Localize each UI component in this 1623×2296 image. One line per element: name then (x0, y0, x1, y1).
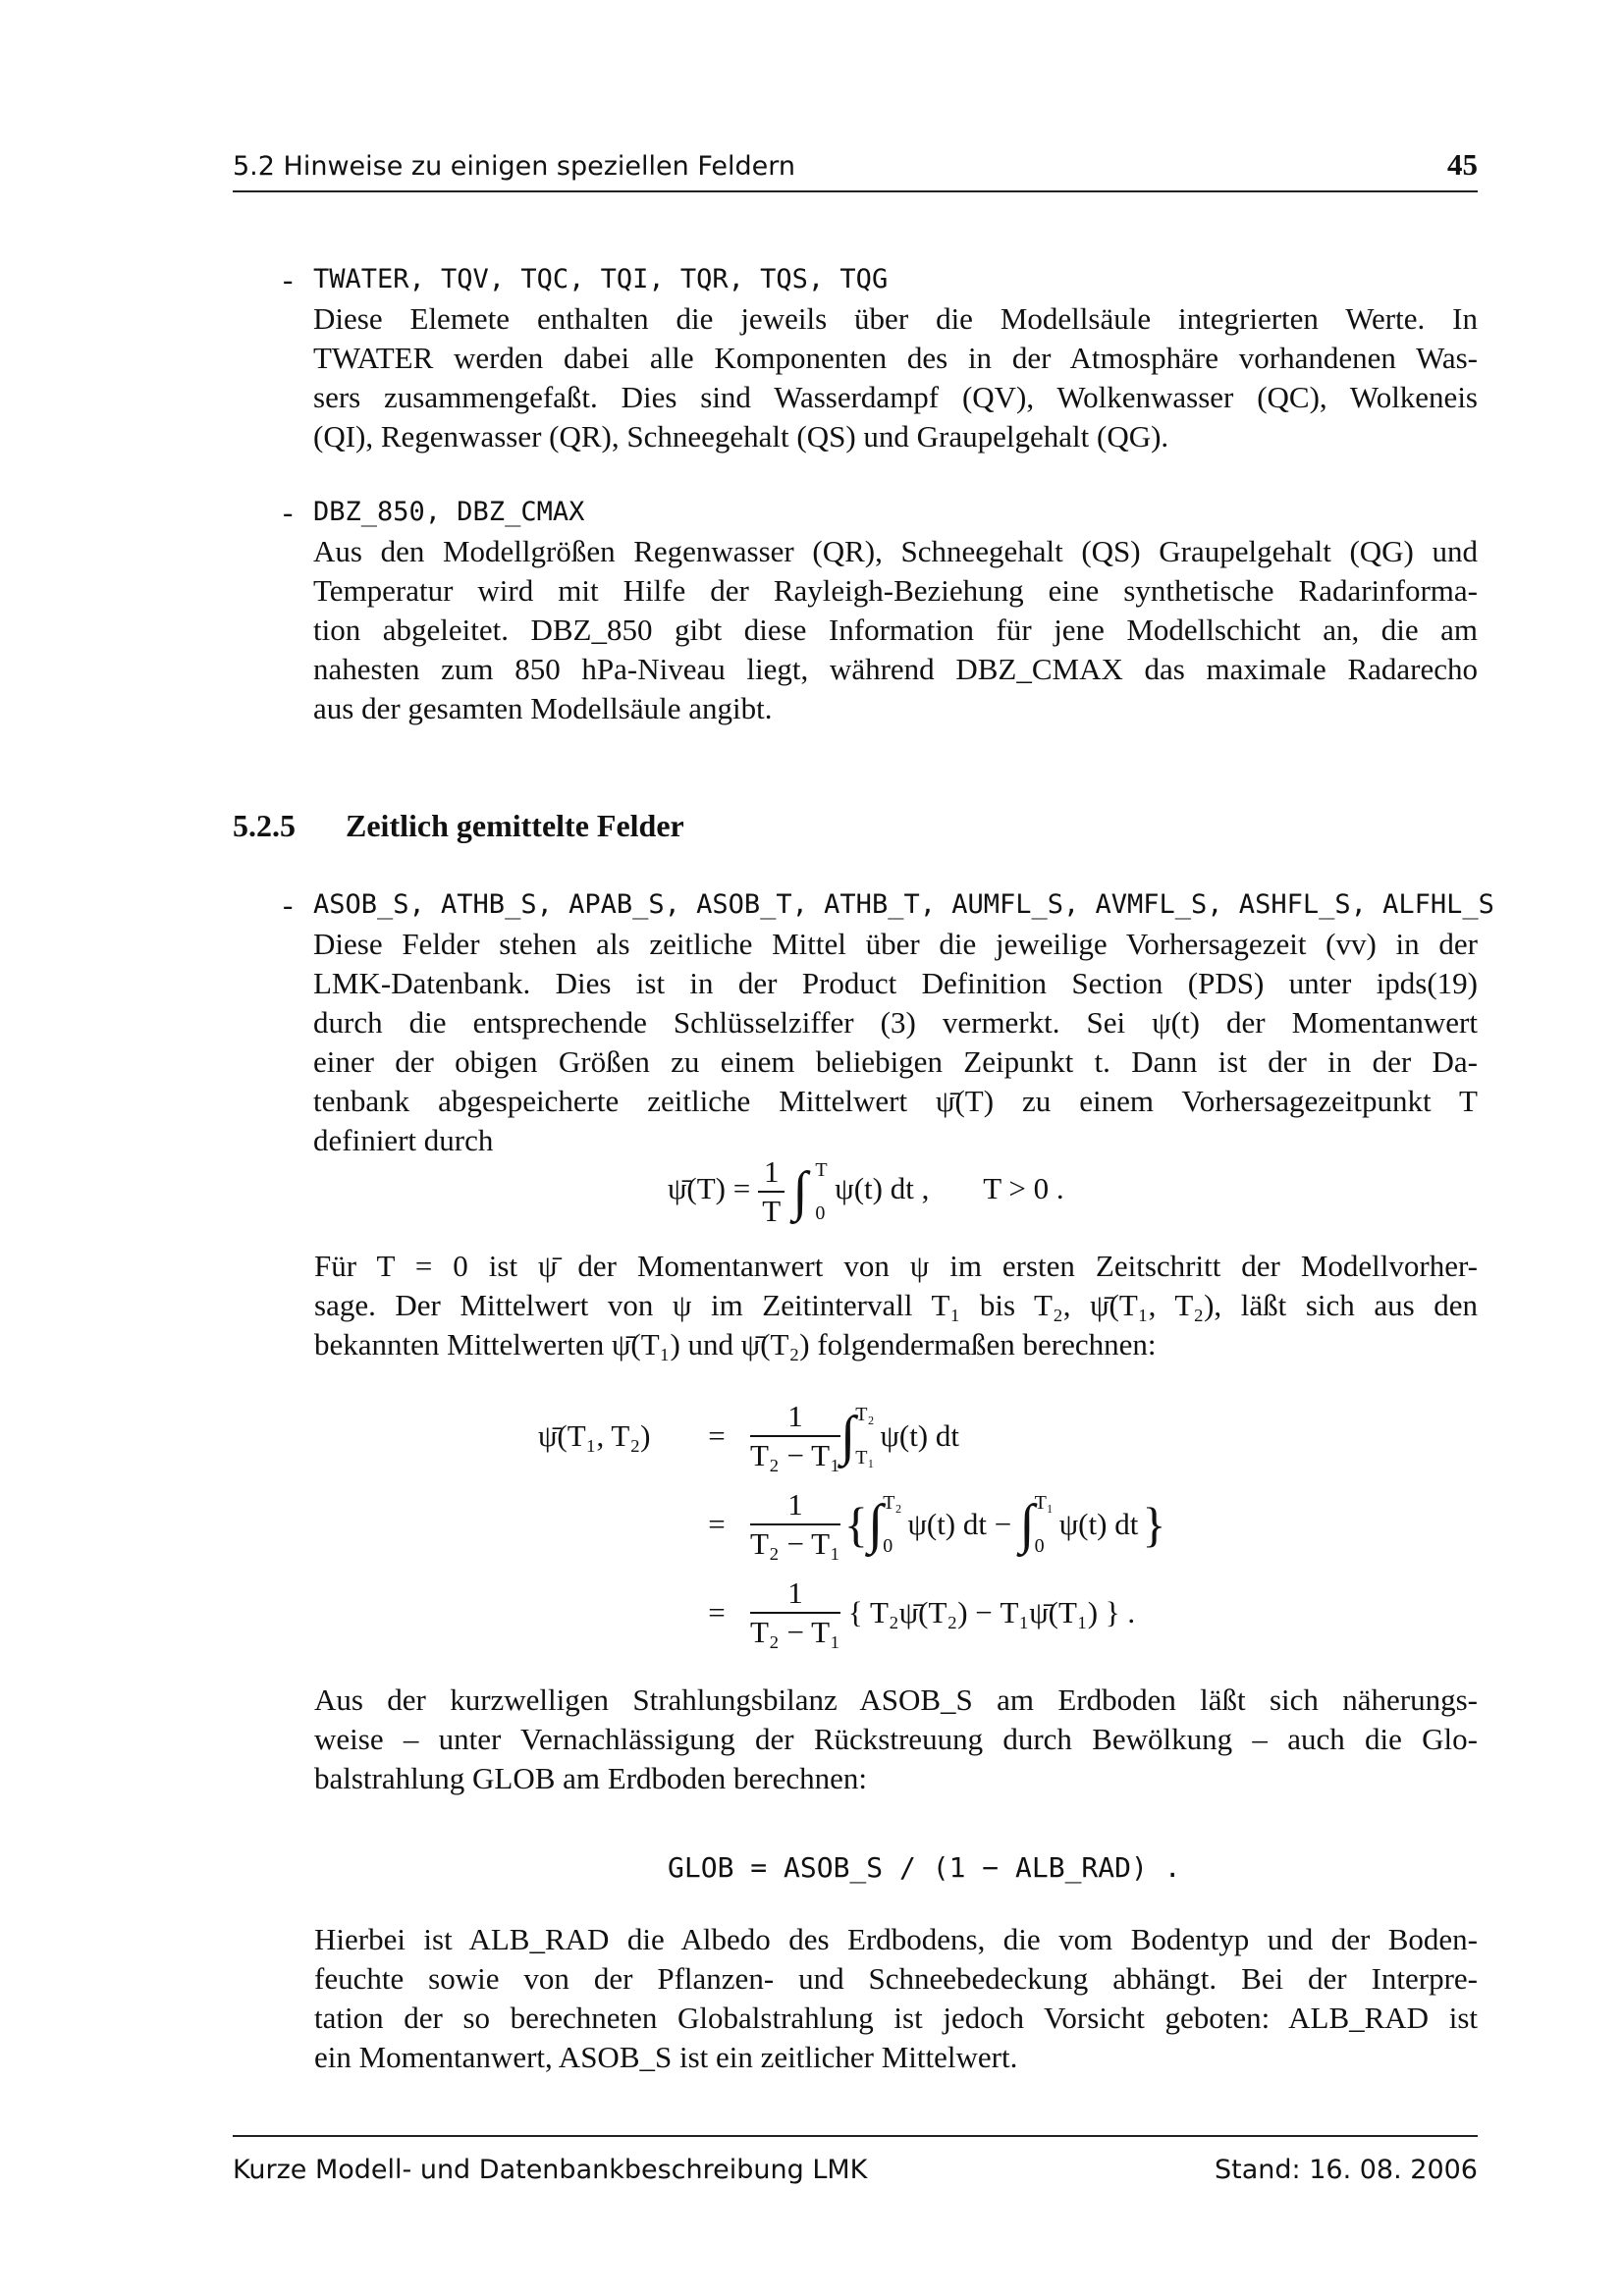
item-heading: ASOB_S, ATHB_S, APAB_S, ASOB_T, ATHB_T, AUMFL_S, AVMFL_S, ASHFL_S, ALFHL_S (313, 889, 1494, 920)
close-brace: } (1142, 1497, 1166, 1552)
text-line: ein Momentanwert, ASOB_S ist ein zeitlicher Mittelwert. (314, 2040, 1018, 2074)
fraction-numerator: 1 (750, 1398, 840, 1437)
fraction-denominator: T₂ − T₁ (750, 1438, 840, 1472)
paragraph-albedo (314, 1920, 1478, 2077)
lower-limit: T₁ (855, 1447, 875, 1468)
paragraph-global-radiation (314, 1681, 1478, 1798)
page-number: 45 (1447, 147, 1478, 182)
eq-expression: { T₂ψ̄(T₂) − T₁ψ̄(T₁) } . (847, 1595, 1136, 1629)
text-line: tenbank abgespeicherte zeitliche Mittelwert ψ̄(T) zu einem Vorhersagezeitpunkt T (313, 1084, 1478, 1118)
text-line: Diese Felder stehen als zeitliche Mittel über die jeweilige Vorhersagezeit (vv) in der (313, 927, 1478, 961)
text-line: sage. Der Mittelwert von ψ im Zeitintervall T₁ bis T₂, ψ̄(T₁, T₂), läßt sich aus den (314, 1288, 1478, 1322)
eq-fraction (750, 1575, 840, 1651)
eq-fraction (750, 1486, 840, 1563)
item-heading: TWATER, TQV, TQC, TQI, TQR, TQS, TQG (313, 264, 889, 294)
integrand: ψ(t) dt (880, 1418, 959, 1453)
integral-sign: ∫ (792, 1161, 808, 1222)
integrand: ψ(t) dt − (907, 1507, 1012, 1541)
list-dash: - (283, 495, 294, 529)
text-line: definiert durch (313, 1123, 494, 1157)
text-line: tation der so berechneten Globalstrahlung ist jedoch Vorsicht geboten: ALB_RAD ist (314, 2001, 1478, 2035)
fraction-numerator: 1 (750, 1575, 840, 1614)
list-dash: - (283, 262, 294, 296)
eq-fraction (750, 1398, 840, 1474)
integral-limits (1035, 1492, 1054, 1557)
text-line: Aus den Modellgrößen Regenwasser (QR), Schneegehalt (QS) Graupelgehalt (QG) und (313, 534, 1478, 568)
eq-fraction (758, 1153, 785, 1230)
integral-limits (815, 1159, 827, 1224)
eq-sign: = (708, 1418, 726, 1453)
fraction-numerator: 1 (758, 1153, 785, 1193)
eq-row-3 (538, 1571, 1135, 1655)
eq-row-1 (538, 1394, 959, 1478)
item-body (313, 299, 1478, 456)
text-line: TWATER werden dabei alle Komponenten des in der Atmosphäre vorhandenen Was- (313, 341, 1478, 375)
item-heading: DBZ_850, DBZ_CMAX (313, 497, 585, 527)
equation-interval-mean (538, 1394, 1324, 1659)
text-line: Aus der kurzwelligen Strahlungsbilanz ASOB_S am Erdboden läßt sich näherungs- (314, 1682, 1478, 1717)
running-head: 5.2 Hinweise zu einigen speziellen Feldern (233, 151, 795, 182)
text-line: tion abgeleitet. DBZ_850 gibt diese Information für jene Modellschicht an, die am (313, 613, 1478, 647)
upper-limit: T₂ (855, 1404, 875, 1425)
page-footer (233, 2135, 1478, 2185)
fraction-denominator: T (762, 1194, 782, 1228)
text-line: Für T = 0 ist ψ̄ der Momentanwert von ψ im ersten Zeitschritt der Modellvorher- (314, 1249, 1478, 1283)
integrand: ψ(t) dt , (835, 1171, 930, 1206)
integral-sign: ∫ (839, 1406, 856, 1467)
upper-limit: T (815, 1159, 828, 1181)
text-line: weise – unter Vernachlässigung der Rückstreuung durch Bewölkung – auch die Glo- (314, 1722, 1478, 1756)
equation-mean-definition (668, 1153, 1064, 1230)
text-line: bekannten Mittelwerten ψ̄(T₁) und ψ̄(T₂) folgendermaßen berechnen: (314, 1327, 1157, 1362)
text-line: sers zusammengefaßt. Dies sind Wasserdampf (QV), Wolkenwasser (QC), Wolkeneis (313, 380, 1478, 414)
text-line: feuchte sowie von der Pflanzen- und Schneebedeckung abhängt. Bei der Interpre- (314, 1961, 1478, 1996)
fraction-denominator: T₂ − T₁ (750, 1615, 840, 1649)
list-dash: - (283, 887, 294, 922)
integral-limits (855, 1404, 874, 1468)
text-line: nahesten zum 850 hPa-Niveau liegt, während DBZ_CMAX das maximale Radarecho (313, 652, 1478, 686)
lower-limit: 0 (883, 1535, 893, 1557)
text-line: balstrahlung GLOB am Erdboden berechnen: (314, 1761, 867, 1795)
equation-glob: GLOB = ASOB_S / (1 − ALB_RAD) . (668, 1851, 1181, 1884)
lower-limit: 0 (815, 1202, 826, 1224)
integral-sign: ∫ (867, 1494, 884, 1555)
footer-title: Kurze Modell- und Datenbankbeschreibung LMK (233, 2155, 868, 2185)
paragraph-interval-mean (314, 1247, 1478, 1364)
page-header (233, 147, 1478, 192)
eq-sign: = (708, 1595, 726, 1629)
section-title: Zeitlich gemittelte Felder (346, 808, 684, 843)
text-line: LMK-Datenbank. Dies ist in der Product Definition Section (PDS) unter ipds(19) (313, 966, 1478, 1000)
footer-date: Stand: 16. 08. 2006 (1215, 2155, 1478, 2185)
integral-sign: ∫ (1019, 1494, 1035, 1555)
text-line: durch die entsprechende Schlüsselziffer (3) vermerkt. Sei ψ(t) der Momentanwert (313, 1005, 1478, 1040)
eq-row-2 (538, 1482, 1165, 1567)
eq-lhs: ψ̄(T₁, T₂) (538, 1418, 651, 1453)
section-number: 5.2.5 (233, 808, 296, 843)
text-line: (QI), Regenwasser (QR), Schneegehalt (QS) und Graupelgehalt (QG). (313, 419, 1169, 454)
open-brace: { (843, 1497, 868, 1552)
upper-limit: T₂ (883, 1492, 902, 1514)
fraction-numerator: 1 (750, 1486, 840, 1525)
eq-lhs: ψ̄(T) = (668, 1171, 751, 1206)
upper-limit: T₁ (1034, 1492, 1054, 1514)
item-body (313, 925, 1478, 1160)
integral-limits (883, 1492, 901, 1557)
eq-condition: T > 0 . (983, 1171, 1064, 1206)
integrand: ψ(t) dt (1058, 1507, 1139, 1541)
item-body (313, 532, 1478, 728)
text-line: einer der obigen Größen zu einem beliebigen Zeipunkt t. Dann ist der in der Da- (313, 1044, 1478, 1079)
fraction-denominator: T₂ − T₁ (750, 1526, 840, 1561)
text-line: Hierbei ist ALB_RAD die Albedo des Erdbodens, die vom Bodentyp und der Boden- (314, 1922, 1478, 1956)
text-line: Temperatur wird mit Hilfe der Rayleigh-Beziehung eine synthetische Radarinforma- (313, 573, 1478, 608)
eq-sign: = (708, 1507, 726, 1541)
text-line: Diese Elemete enthalten die jeweils über die Modellsäule integrierten Werte. In (313, 301, 1478, 336)
text-line: aus der gesamten Modellsäule angibt. (313, 691, 773, 725)
lower-limit: 0 (1034, 1535, 1045, 1557)
section-heading (233, 808, 684, 844)
